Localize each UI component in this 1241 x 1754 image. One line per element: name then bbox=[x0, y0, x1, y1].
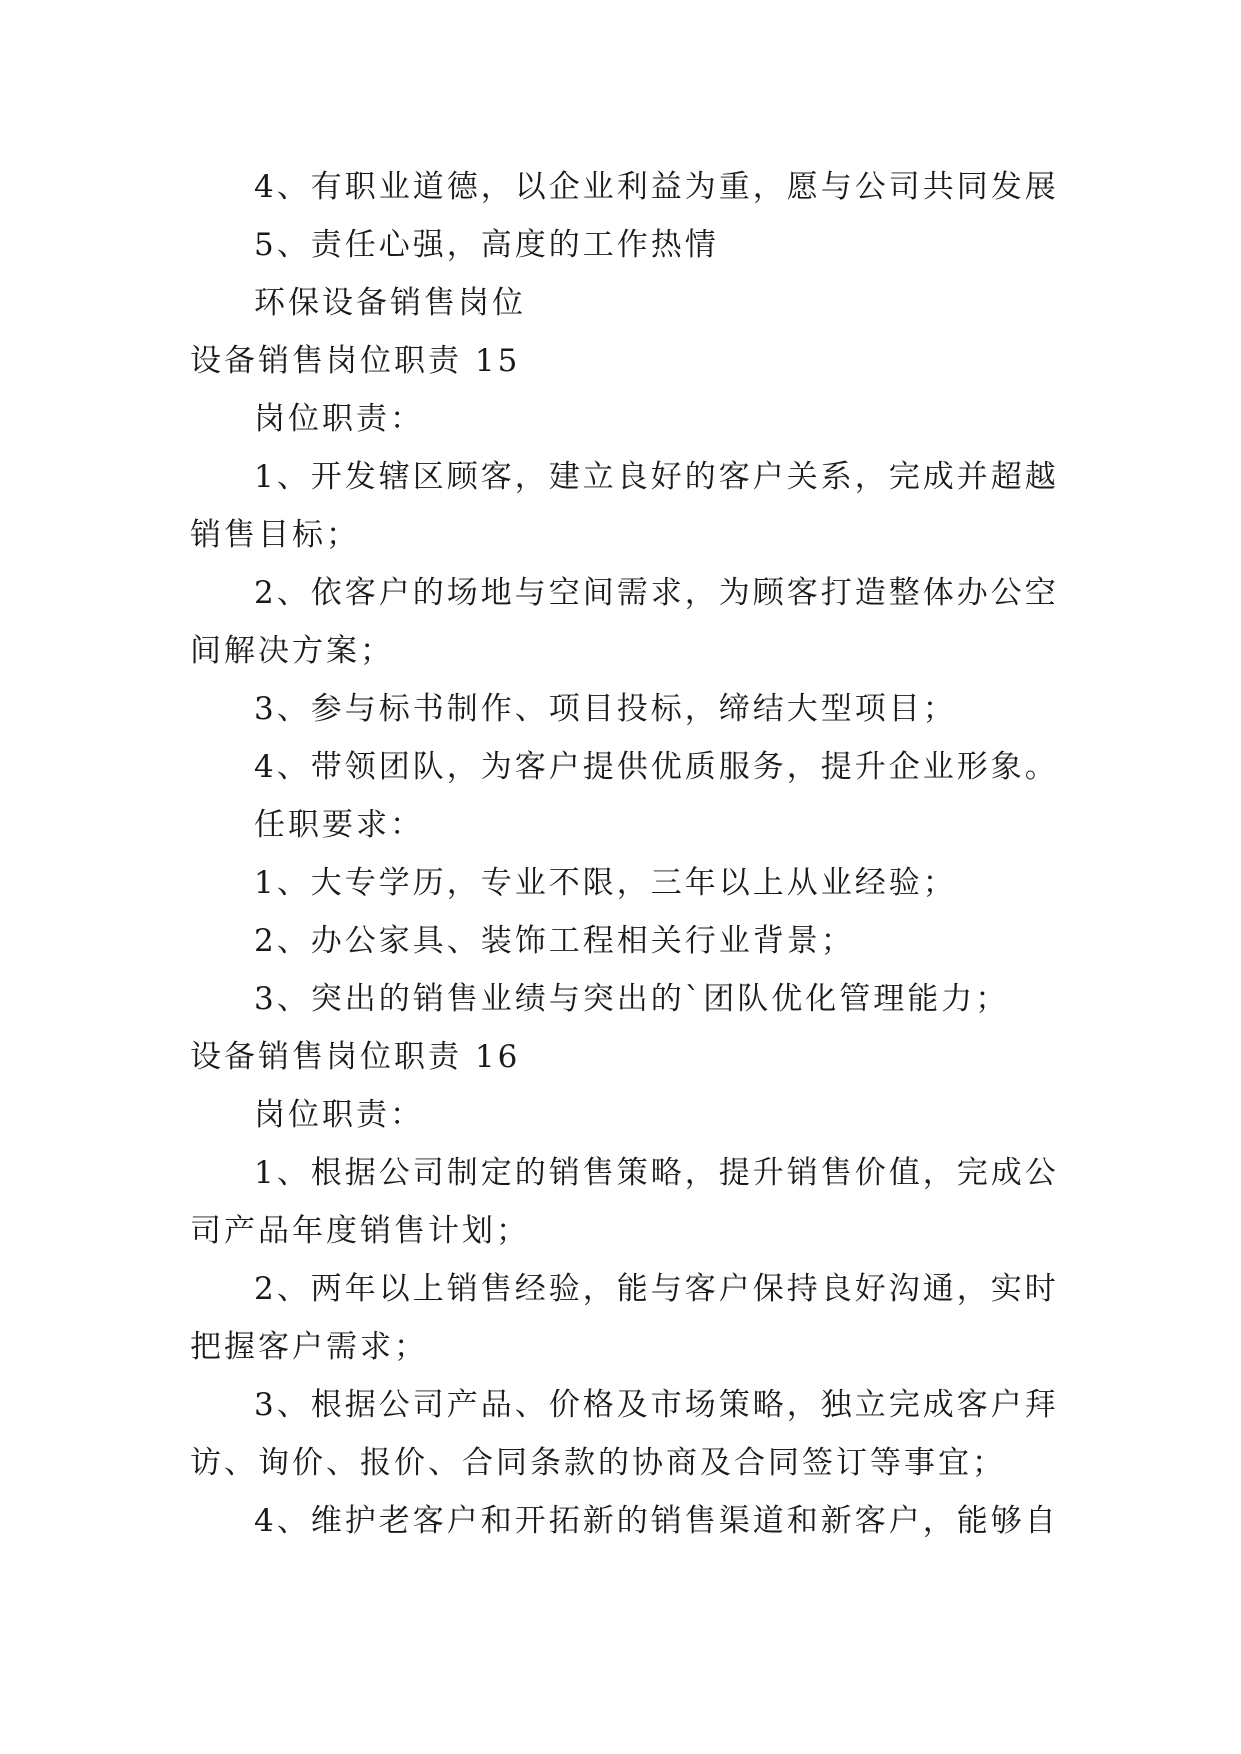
text-line: 1、根据公司制定的销售策略，提升销售价值，完成公 bbox=[254, 1155, 1059, 1191]
text-line: 任职要求： bbox=[254, 807, 424, 843]
text-line: 司产品年度销售计划； bbox=[190, 1213, 530, 1249]
text-line: 岗位职责： bbox=[254, 1097, 424, 1133]
text-line: 4、有职业道德，以企业利益为重，愿与公司共同发展 bbox=[254, 169, 1059, 205]
text-line: 2、两年以上销售经验，能与客户保持良好沟通，实时 bbox=[254, 1271, 1059, 1307]
text-line: 3、参与标书制作、项目投标，缔结大型项目； bbox=[254, 691, 957, 727]
text-line: 2、依客户的场地与空间需求，为顾客打造整体办公空 bbox=[254, 575, 1059, 611]
text-line: 1、开发辖区顾客，建立良好的客户关系，完成并超越 bbox=[254, 459, 1059, 495]
text-line: 4、带领团队，为客户提供优质服务，提升企业形象。 bbox=[254, 749, 1059, 785]
text-line: 销售目标； bbox=[190, 517, 360, 553]
text-line: 访、询价、报价、合同条款的协商及合同签订等事宜； bbox=[190, 1445, 1006, 1481]
text-line: 间解决方案； bbox=[190, 633, 394, 669]
text-line: 3、突出的销售业绩与突出的`团队优化管理能力； bbox=[254, 981, 1010, 1017]
text-line: 1、大专学历，专业不限，三年以上从业经验； bbox=[254, 865, 957, 901]
text-line: 把握客户需求； bbox=[190, 1329, 428, 1365]
text-line: 5、责任心强，高度的工作热情 bbox=[254, 227, 719, 263]
text-line: 设备销售岗位职责 16 bbox=[190, 1039, 521, 1075]
document-body bbox=[190, 158, 1059, 1550]
text-line: 岗位职责： bbox=[254, 401, 424, 437]
text-line: 4、维护老客户和开拓新的销售渠道和新客户，能够自 bbox=[254, 1503, 1059, 1539]
text-line: 2、办公家具、装饰工程相关行业背景； bbox=[254, 923, 855, 959]
text-line: 3、根据公司产品、价格及市场策略，独立完成客户拜 bbox=[254, 1387, 1059, 1423]
text-line: 设备销售岗位职责 15 bbox=[190, 343, 521, 379]
text-line: 环保设备销售岗位 bbox=[254, 285, 526, 321]
